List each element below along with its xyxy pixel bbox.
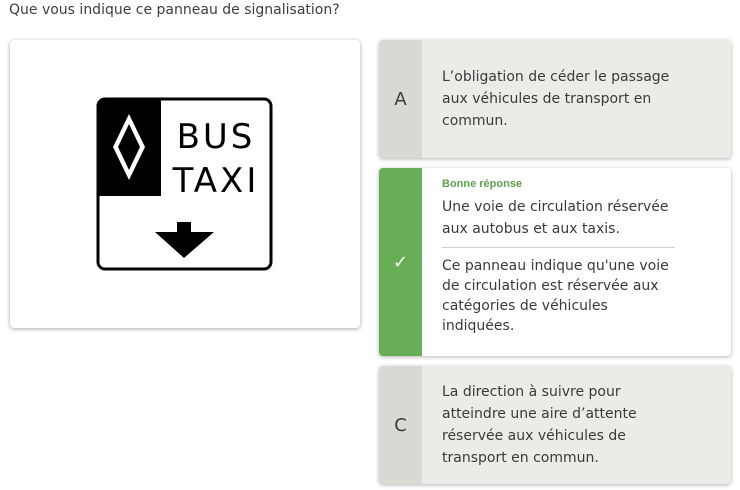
sign-image-card: [10, 40, 360, 328]
answer-explanation: Ce panneau indique qu'une voie de circulation est réservée aux catégories de véhicules indiquées.: [442, 258, 669, 334]
correct-answer-label: Bonne réponse: [442, 178, 523, 190]
question-text: Que vous indique ce panneau de signalisation?: [9, 2, 340, 18]
answer-text-b: Une voie de circulation réservée aux autobus et aux taxis.: [442, 196, 675, 248]
correct-marker: [379, 168, 422, 356]
sign-text-taxi: TAXI: [172, 161, 260, 201]
answer-text-c: La direction à suivre pour atteindre une aire d’attente réservée aux véhicules de transport en commun.: [442, 384, 637, 466]
check-icon: ✓: [392, 251, 409, 273]
answer-option-b-correct[interactable]: [379, 168, 731, 356]
answer-option-c[interactable]: [379, 366, 731, 484]
answer-letter-c: C: [379, 366, 422, 484]
bus-taxi-sign: [10, 40, 360, 328]
answer-letter-a: A: [379, 40, 422, 158]
sign-text-bus: BUS: [176, 117, 256, 157]
answer-option-a[interactable]: [379, 40, 731, 158]
answer-text-a: L’obligation de céder le passage aux véhicules de transport en commun.: [442, 69, 670, 129]
